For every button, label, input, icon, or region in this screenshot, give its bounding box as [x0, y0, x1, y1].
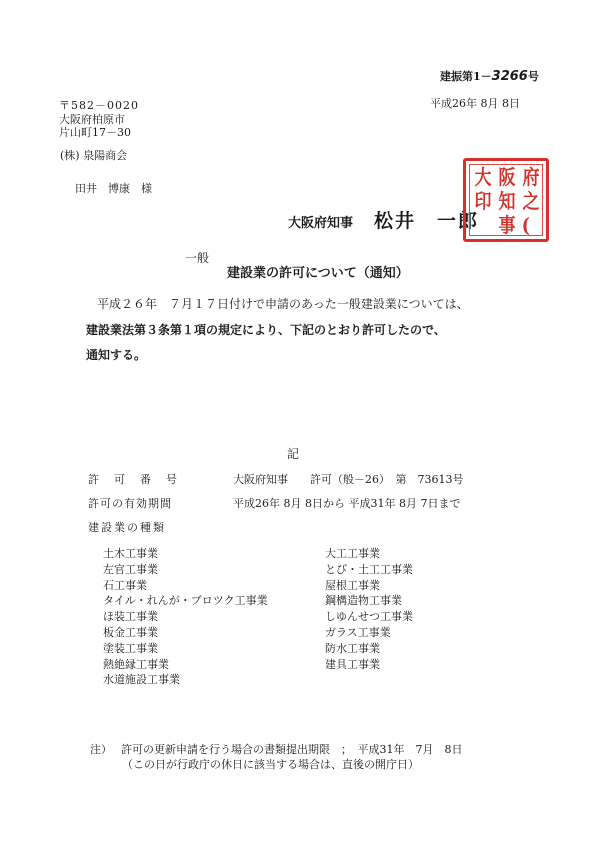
- permit-number-label: 許 可 番 号: [88, 473, 179, 486]
- business-types-right: [325, 546, 413, 672]
- business-type-item: タイル・れんが・ブロツク工事業: [103, 594, 268, 608]
- business-type-item: 防水工事業: [325, 641, 380, 655]
- business-type-item: 板金工事業: [103, 625, 158, 639]
- body-line-1: 平成２６年 ７月１７日付けで申請のあった一般建設業については、: [97, 297, 469, 311]
- permit-number-value: 大阪府知事 許可（般－26） 第 73613号: [233, 473, 464, 486]
- permit-period-value: 平成26年 8月 8日から 平成31年 8月 7日まで: [233, 497, 461, 510]
- document-number: [440, 68, 539, 84]
- subject-title: 建設業の許可について（通知）: [227, 266, 409, 281]
- business-type-item: 土木工事業: [103, 547, 158, 560]
- business-type-item: 熱絶縁工事業: [103, 657, 169, 671]
- address-line-2: 片山町17－30: [59, 126, 131, 139]
- company-name: (株) 泉陽商会: [60, 149, 128, 162]
- business-type-item: 石工事業: [103, 578, 147, 592]
- business-types-left: [103, 546, 268, 688]
- business-type-item: 塗装工事業: [103, 641, 158, 655]
- issue-date: 平成26年 8月 8日: [430, 97, 520, 110]
- business-type-item: ほ装工事業: [103, 610, 158, 624]
- document-number-handwritten: 3266: [491, 69, 528, 84]
- footnote-line-1: 許可の更新申請を行う場合の書類提出期限 ； 平成31年 7月 8日: [121, 743, 463, 756]
- business-type-item: 左官工事業: [103, 562, 158, 576]
- postal-code: 〒582－0020: [59, 99, 139, 112]
- issuer-title: 大阪府知事: [288, 216, 354, 231]
- footnote-line-2: （この日が行政庁の休日に該当する場合は、直後の開庁日）: [122, 758, 419, 771]
- subject-category: 一般: [185, 251, 210, 265]
- address-line-1: 大阪府柏原市: [59, 113, 125, 126]
- recipient-person: 田井 博康 様: [75, 182, 152, 195]
- body-line-2: 建設業法第３条第１項の規定により、下記のとおり許可したので、: [86, 323, 446, 337]
- notes-heading: 記: [287, 447, 300, 461]
- official-seal: 府 之 ( 阪 知 事 大 印: [463, 158, 549, 242]
- business-types-label: 建設業の種類: [88, 521, 166, 534]
- business-type-item: 水道施設工事業: [103, 673, 180, 687]
- document-number-prefix: 建振第1－: [440, 70, 492, 83]
- body-line-3: 通知する。: [86, 348, 147, 362]
- business-type-item: 建具工事業: [325, 657, 380, 671]
- business-type-item: 屋根工事業: [325, 578, 380, 592]
- business-type-item: とび・土工工事業: [325, 562, 413, 576]
- footnote-marker: 注）: [90, 743, 112, 756]
- document-number-suffix: 号: [527, 70, 539, 83]
- business-type-item: 大工工事業: [325, 547, 380, 560]
- permit-period-label: 許可の有効期間: [88, 497, 172, 510]
- issuer-name: 松井 一郎: [374, 210, 480, 232]
- business-type-item: 鋼構造物工事業: [325, 594, 402, 608]
- business-type-item: ガラス工事業: [325, 625, 391, 639]
- business-type-item: しゆんせつ工事業: [325, 610, 413, 624]
